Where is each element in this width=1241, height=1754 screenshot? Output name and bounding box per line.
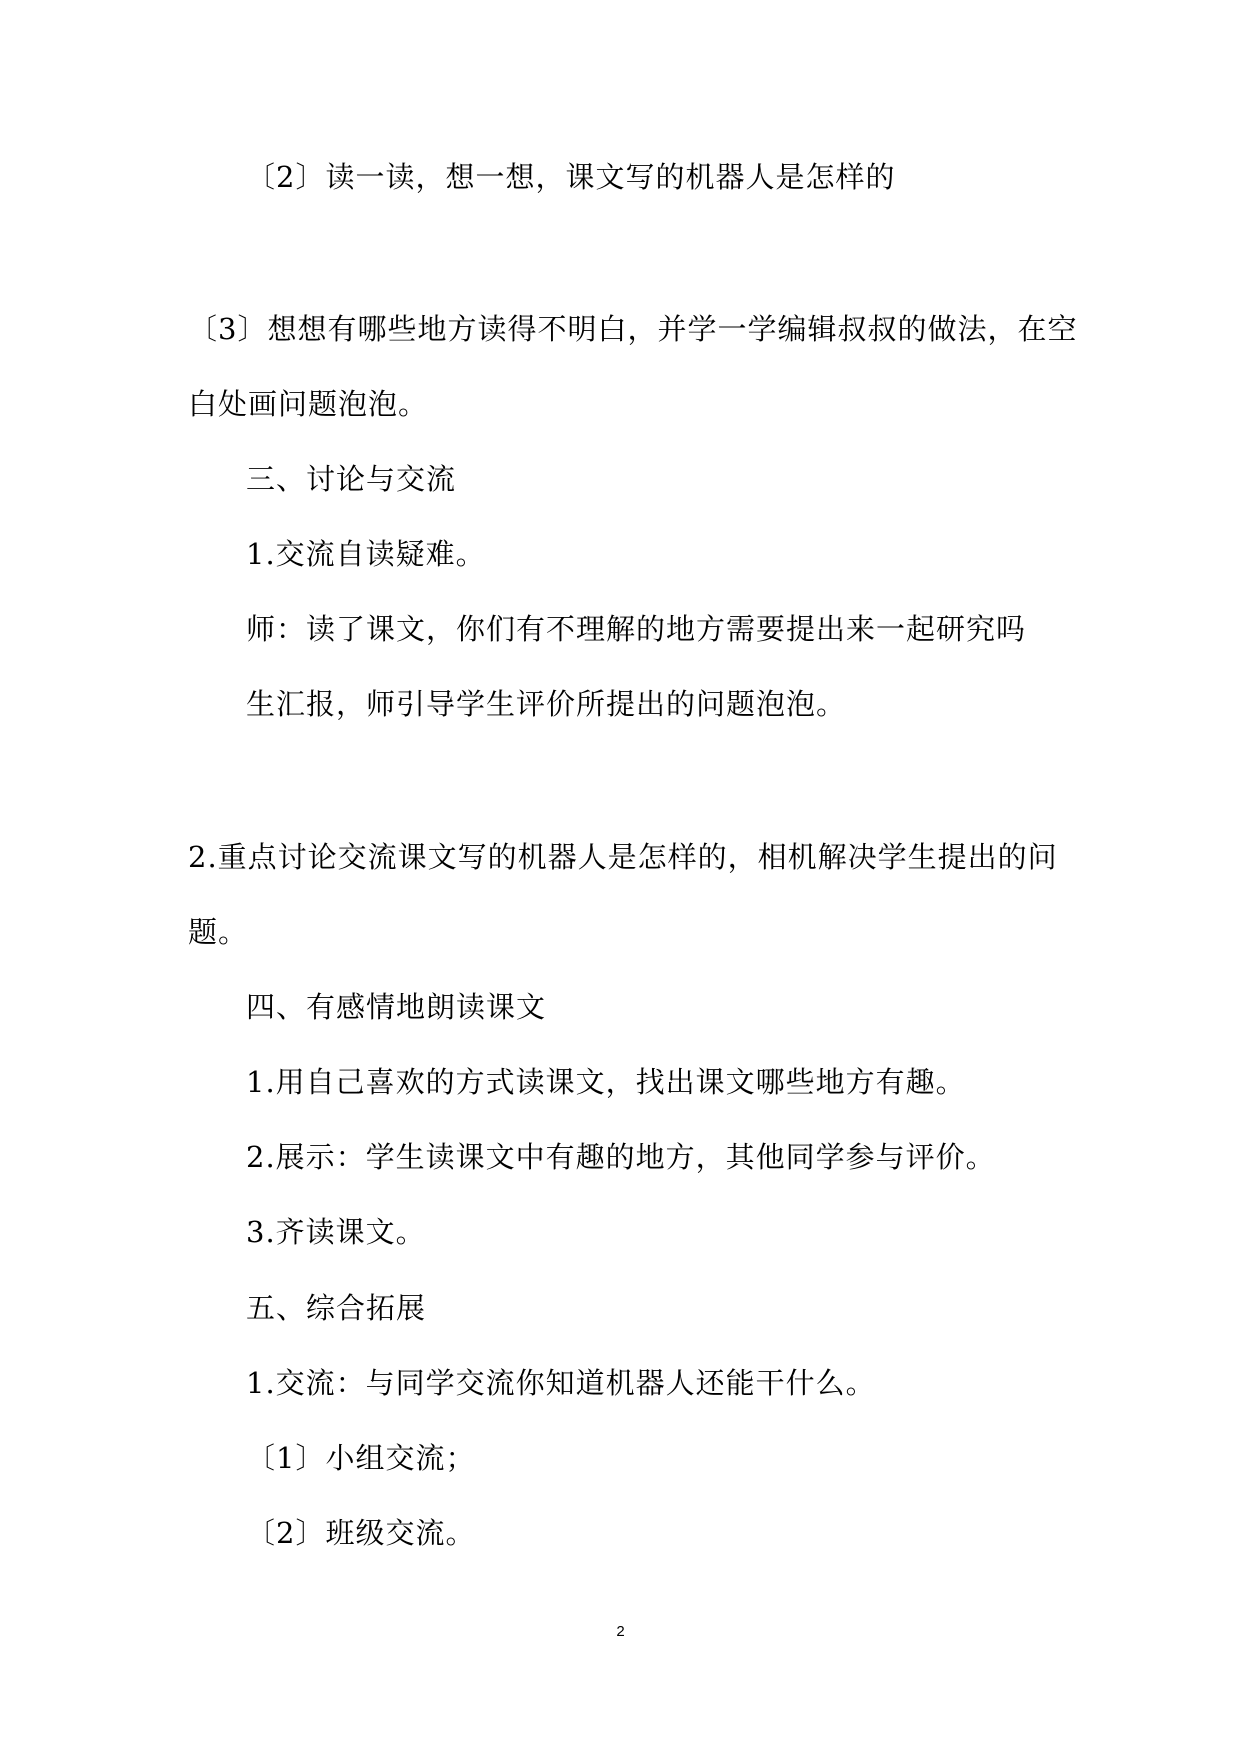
text-line: 题。 [188, 915, 249, 949]
text-line: 2.重点讨论交流课文写的机器人是怎样的，相机解决学生提出的问 [188, 840, 1058, 874]
section-heading: 四、有感情地朗读课文 [246, 990, 547, 1024]
text-line: 1.交流自读疑难。 [246, 537, 486, 571]
section-heading: 三、讨论与交流 [246, 462, 457, 496]
text-line: 1.交流：与同学交流你知道机器人还能干什么。 [246, 1366, 876, 1400]
text-line: 师：读了课文，你们有不理解的地方需要提出来一起研究吗 [246, 612, 1027, 646]
page-number: 2 [616, 1623, 625, 1640]
text-line: 白处画问题泡泡。 [188, 387, 429, 421]
text-line: 1.用自己喜欢的方式读课文，找出课文哪些地方有趣。 [246, 1065, 966, 1099]
text-line: 〔3〕想想有哪些地方读得不明白，并学一学编辑叔叔的做法，在空 [188, 312, 1078, 346]
text-line: 〔1〕小组交流； [246, 1441, 476, 1475]
text-line: 2.展示：学生读课文中有趣的地方，其他同学参与评价。 [246, 1140, 996, 1174]
section-heading: 五、综合拓展 [246, 1291, 427, 1325]
text-line: 〔2〕班级交流。 [246, 1516, 476, 1550]
text-line: 〔2〕读一读，想一想，课文写的机器人是怎样的 [246, 160, 896, 194]
text-line: 3.齐读课文。 [246, 1215, 426, 1249]
text-line: 生汇报，师引导学生评价所提出的问题泡泡。 [246, 687, 847, 721]
